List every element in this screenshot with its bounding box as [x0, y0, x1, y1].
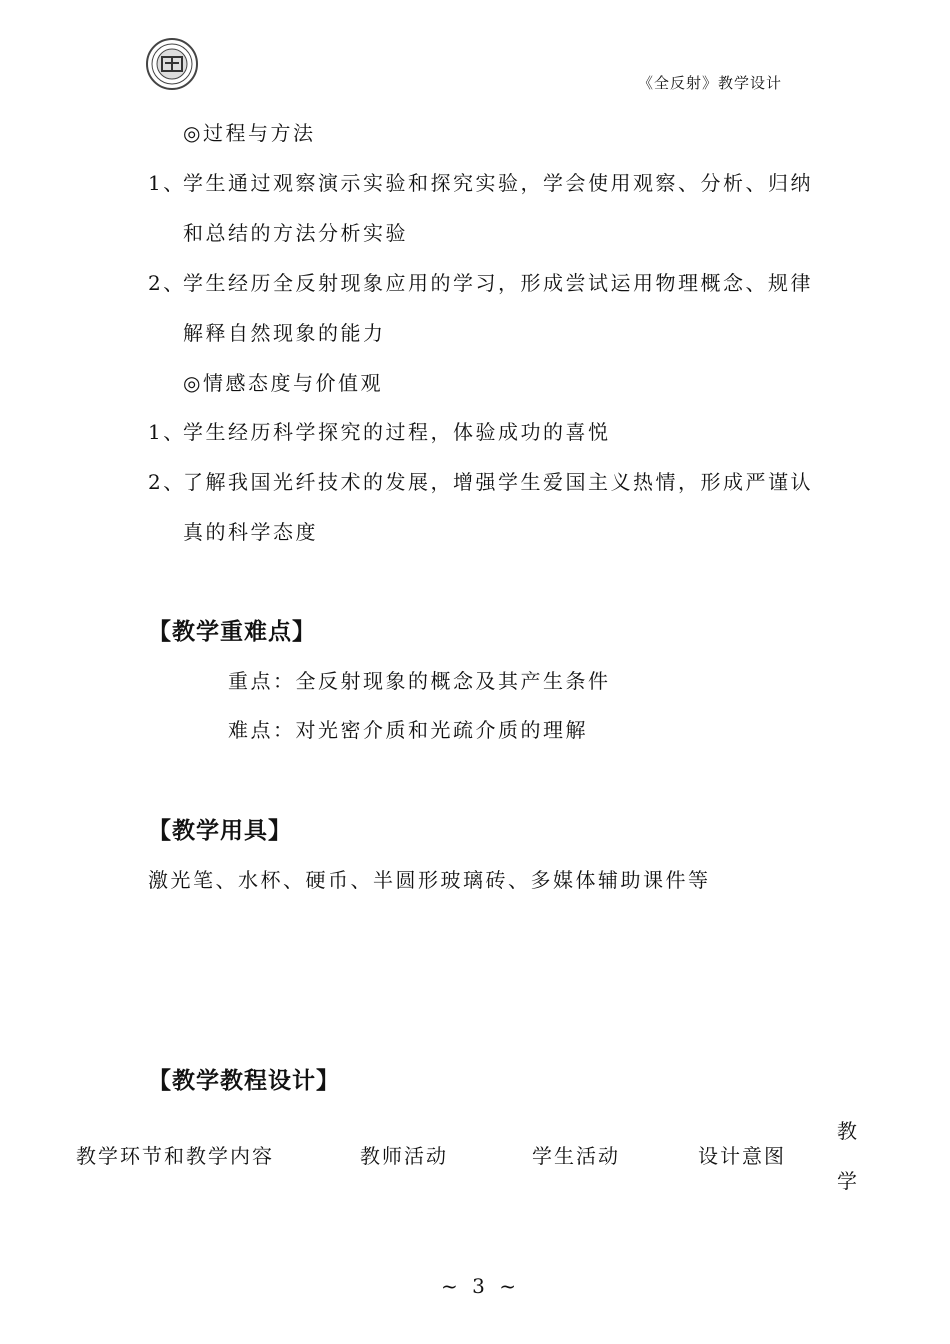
key-points-heading: 【教学重难点】	[148, 619, 316, 645]
emotion-item-2-num: 2、	[148, 470, 186, 494]
column-header-student: 学生活动	[532, 1144, 620, 1168]
key-point-text: 重点：全反射现象的概念及其产生条件	[228, 669, 611, 693]
difficult-point-text: 难点：对光密介质和光疏介质的理解	[228, 718, 588, 742]
design-heading: 【教学教程设计】	[148, 1068, 340, 1094]
process-item-2-num: 2、	[148, 271, 186, 295]
process-item-1-line2: 和总结的方法分析实验	[183, 221, 408, 245]
page-number: ~ 3 ~	[441, 1274, 520, 1298]
emotion-values-heading: ◎情感态度与价值观	[183, 371, 383, 395]
column-header-content: 教学环节和教学内容	[76, 1144, 274, 1168]
process-item-2-line1: 学生经历全反射现象应用的学习，形成尝试运用物理概念、规律	[183, 271, 813, 295]
column-header-intent: 设计意图	[698, 1144, 786, 1168]
column-header-teacher: 教师活动	[360, 1144, 448, 1168]
process-method-heading: ◎过程与方法	[183, 121, 316, 145]
emotion-item-2-line1: 了解我国光纤技术的发展，增强学生爱国主义热情，形成严谨认	[183, 470, 813, 494]
process-item-1-line1: 学生通过观察演示实验和探究实验，学会使用观察、分析、归纳	[183, 171, 813, 195]
emotion-item-1-line1: 学生经历科学探究的过程，体验成功的喜悦	[183, 420, 611, 444]
tools-text: 激光笔、水杯、硬币、半圆形玻璃砖、多媒体辅助课件等	[148, 868, 711, 892]
emotion-item-1-num: 1、	[148, 420, 186, 444]
column-header-last-char-1: 教	[837, 1119, 859, 1143]
process-item-2-line2: 解释自然现象的能力	[183, 321, 386, 345]
column-header-last-char-2: 学	[837, 1169, 859, 1193]
tools-heading: 【教学用具】	[148, 818, 292, 844]
school-logo	[145, 37, 199, 91]
emotion-item-2-line2: 真的科学态度	[183, 520, 318, 544]
doc-title: 《全反射》教学设计	[638, 74, 783, 92]
process-item-1-num: 1、	[148, 171, 186, 195]
